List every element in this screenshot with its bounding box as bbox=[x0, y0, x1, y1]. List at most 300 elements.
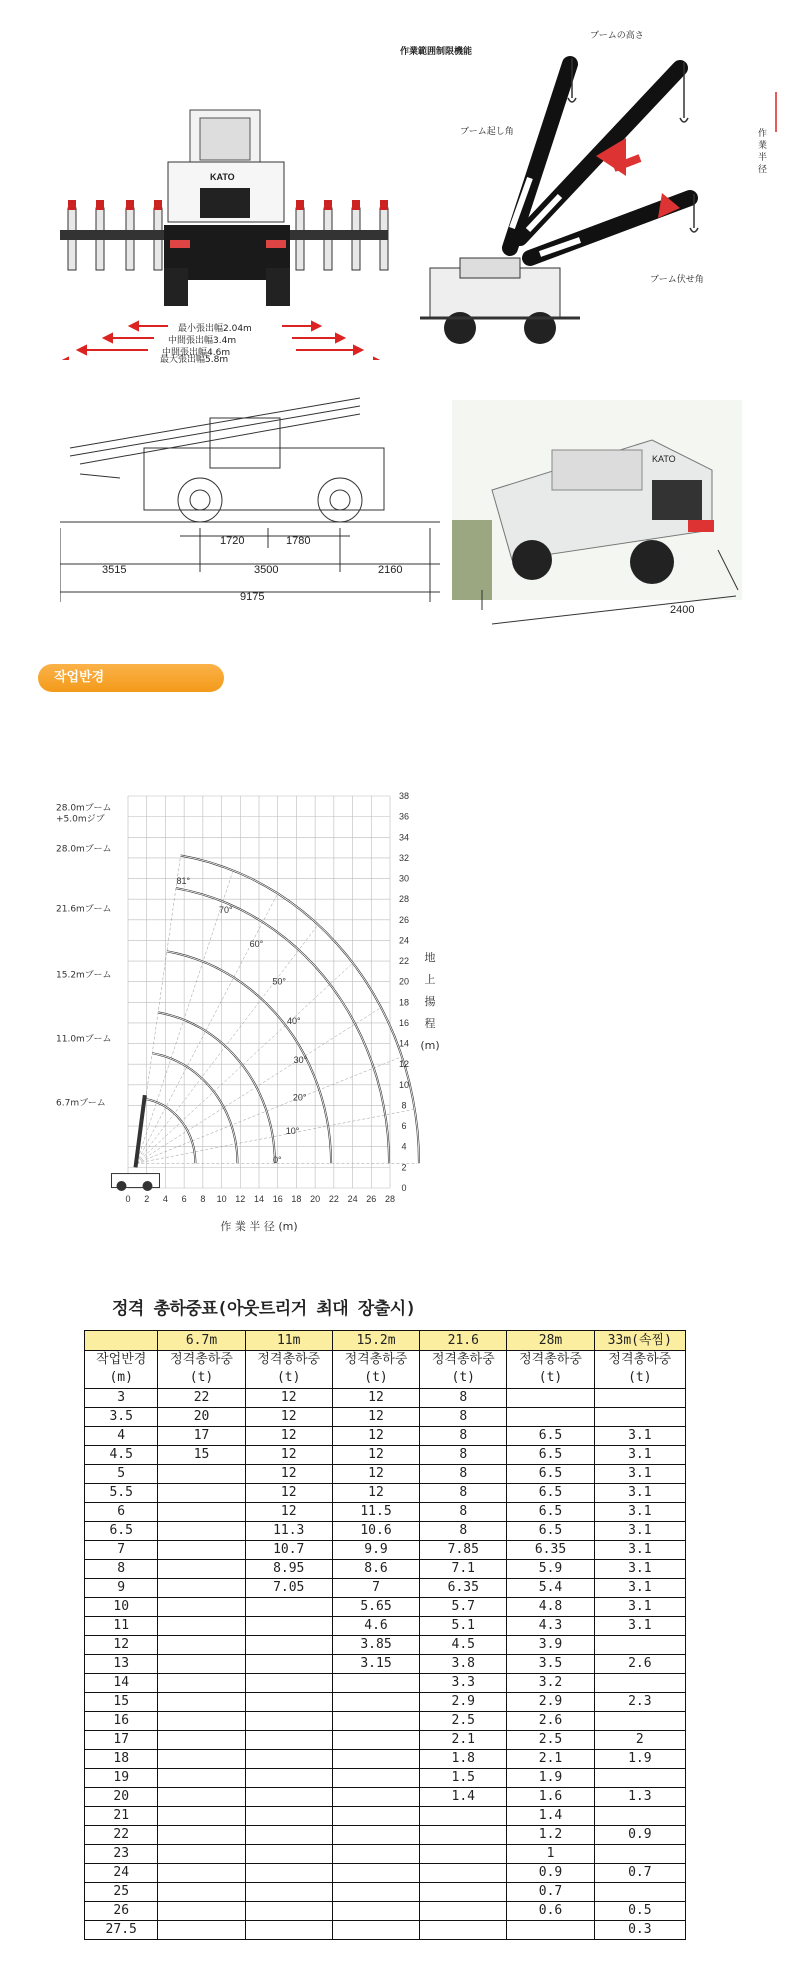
load-cell bbox=[594, 1845, 685, 1864]
angle-label: 60° bbox=[249, 939, 264, 950]
y-tick-label: 18 bbox=[398, 997, 410, 1008]
load-cell bbox=[245, 1750, 332, 1769]
boom-raise-angle-label: ブーム起し角 bbox=[460, 127, 514, 137]
radius-cell: 17 bbox=[85, 1731, 158, 1750]
y-tick-label: 2 bbox=[401, 1162, 407, 1173]
load-cell bbox=[594, 1807, 685, 1826]
load-cell: 3.1 bbox=[594, 1598, 685, 1617]
dim-3500: 3500 bbox=[254, 564, 279, 576]
load-cell bbox=[158, 1845, 245, 1864]
load-cell: 8.6 bbox=[332, 1560, 419, 1579]
load-cell: 1.4 bbox=[420, 1788, 507, 1807]
load-cell bbox=[245, 1731, 332, 1750]
x-tick-label: 0 bbox=[125, 1194, 131, 1204]
load-cell: 6.35 bbox=[507, 1541, 594, 1560]
x-axis-label: 作 業 半 径 (m) bbox=[220, 1220, 298, 1233]
radius-cell: 23 bbox=[85, 1845, 158, 1864]
x-tick-label: 2 bbox=[144, 1194, 150, 1204]
y-tick-label: 34 bbox=[398, 832, 410, 843]
load-cell bbox=[158, 1560, 245, 1579]
radius-cell: 16 bbox=[85, 1712, 158, 1731]
load-cell: 6.5 bbox=[507, 1503, 594, 1522]
load-cell: 3.1 bbox=[594, 1541, 685, 1560]
x-tick-label: 4 bbox=[162, 1194, 168, 1204]
load-cell bbox=[158, 1712, 245, 1731]
load-cell: 3.1 bbox=[594, 1522, 685, 1541]
load-cell: 0.5 bbox=[594, 1902, 685, 1921]
load-cell bbox=[158, 1579, 245, 1598]
svg-text:KATO: KATO bbox=[652, 454, 676, 464]
load-cell bbox=[158, 1674, 245, 1693]
table-row bbox=[85, 1579, 686, 1598]
load-cell bbox=[420, 1883, 507, 1902]
series-label: 21.6mブーム bbox=[56, 904, 112, 915]
load-cell bbox=[332, 1864, 419, 1883]
angle-label: 70° bbox=[218, 905, 233, 916]
load-cell bbox=[158, 1902, 245, 1921]
load-cell: 3.1 bbox=[594, 1484, 685, 1503]
load-cell bbox=[158, 1864, 245, 1883]
table-row bbox=[85, 1484, 686, 1503]
photo-dim-2400: 2400 bbox=[670, 604, 695, 616]
load-cell bbox=[245, 1845, 332, 1864]
load-cell bbox=[507, 1921, 594, 1940]
load-cell bbox=[158, 1617, 245, 1636]
load-cell: 12 bbox=[245, 1446, 332, 1465]
load-header-text: 정격총하중 bbox=[519, 1352, 582, 1367]
series-label: 6.7mブーム bbox=[56, 1098, 106, 1109]
load-cell bbox=[245, 1636, 332, 1655]
load-cell: 3.1 bbox=[594, 1503, 685, 1522]
table-row bbox=[85, 1845, 686, 1864]
series-label: 11.0mブーム bbox=[56, 1034, 112, 1045]
load-cell bbox=[594, 1674, 685, 1693]
outrigger-label: 最小張出幅2.04m bbox=[178, 324, 252, 334]
crane-photo bbox=[452, 400, 742, 630]
load-cell bbox=[158, 1522, 245, 1541]
load-cell bbox=[158, 1883, 245, 1902]
table-row bbox=[85, 1902, 686, 1921]
angle-label: 0° bbox=[273, 1155, 282, 1166]
load-cell: 0.7 bbox=[594, 1864, 685, 1883]
load-cell bbox=[420, 1826, 507, 1845]
table-row bbox=[85, 1408, 686, 1427]
boom-arc-5 bbox=[181, 856, 419, 1164]
dim-3515: 3515 bbox=[102, 564, 127, 576]
load-cell: 7 bbox=[332, 1579, 419, 1598]
load-cell bbox=[420, 1845, 507, 1864]
x-tick-label: 6 bbox=[181, 1194, 187, 1204]
load-cell bbox=[245, 1883, 332, 1902]
load-cell bbox=[332, 1807, 419, 1826]
table-row bbox=[85, 1864, 686, 1883]
load-header-text: (t) bbox=[451, 1370, 476, 1385]
table-row bbox=[85, 1541, 686, 1560]
load-header-text: (t) bbox=[364, 1370, 388, 1385]
load-cell: 3.1 bbox=[594, 1446, 685, 1465]
series-label-jib: +5.0mジブ bbox=[56, 814, 105, 825]
boom-header-3: 15.2m bbox=[332, 1331, 419, 1351]
load-cell bbox=[158, 1636, 245, 1655]
table-row bbox=[85, 1446, 686, 1465]
table-title: 정격 총하중표(아웃트리거 최대 장출시) bbox=[112, 1299, 416, 1319]
crane-icon-wheel bbox=[142, 1181, 152, 1191]
load-cell bbox=[332, 1693, 419, 1712]
radius-cell: 10 bbox=[85, 1598, 158, 1617]
load-cell: 8 bbox=[420, 1427, 507, 1446]
radius-cell: 4 bbox=[85, 1427, 158, 1446]
load-cell bbox=[594, 1712, 685, 1731]
load-cell bbox=[245, 1693, 332, 1712]
load-cell bbox=[245, 1864, 332, 1883]
x-tick-label: 28 bbox=[384, 1194, 396, 1204]
load-cell bbox=[594, 1408, 685, 1427]
table-subheader-row bbox=[85, 1351, 686, 1389]
boom-range-figure bbox=[400, 28, 780, 348]
radius-cell: 5 bbox=[85, 1465, 158, 1484]
load-cell: 10.7 bbox=[245, 1541, 332, 1560]
load-cell: 4.8 bbox=[507, 1598, 594, 1617]
angle-label: 30° bbox=[293, 1055, 308, 1066]
load-cell: 4.5 bbox=[420, 1636, 507, 1655]
working-range-chart bbox=[40, 722, 580, 1254]
x-tick-label: 26 bbox=[366, 1194, 377, 1204]
load-header-text: 정격총하중 bbox=[344, 1352, 408, 1367]
table-row bbox=[85, 1750, 686, 1769]
load-header-text: (t) bbox=[628, 1370, 652, 1385]
y-axis-label: 上 bbox=[424, 973, 436, 987]
table-row bbox=[85, 1921, 686, 1940]
load-cell bbox=[245, 1921, 332, 1940]
load-cell bbox=[158, 1826, 245, 1845]
table-row bbox=[85, 1636, 686, 1655]
load-cell: 12 bbox=[245, 1503, 332, 1522]
table-row bbox=[85, 1883, 686, 1902]
load-cell bbox=[245, 1826, 332, 1845]
table-row bbox=[85, 1826, 686, 1845]
load-cell: 11.5 bbox=[332, 1503, 419, 1522]
load-cell: 15 bbox=[158, 1446, 245, 1465]
load-cell: 12 bbox=[332, 1389, 419, 1408]
y-tick-label: 30 bbox=[398, 873, 410, 884]
table-row bbox=[85, 1465, 686, 1484]
load-cell bbox=[158, 1731, 245, 1750]
radius-cell: 22 bbox=[85, 1826, 158, 1845]
angle-label: 40° bbox=[286, 1015, 301, 1026]
x-tick-label: 18 bbox=[291, 1194, 302, 1204]
table-row bbox=[85, 1731, 686, 1750]
load-cell bbox=[332, 1826, 419, 1845]
load-cell: 3.2 bbox=[507, 1674, 594, 1693]
load-cell: 2.1 bbox=[507, 1750, 594, 1769]
load-cell: 5.9 bbox=[507, 1560, 594, 1579]
load-header-text: 정격총하중 bbox=[257, 1352, 321, 1367]
load-cell bbox=[158, 1484, 245, 1503]
load-cell: 12 bbox=[332, 1408, 419, 1427]
load-header-text: (t) bbox=[276, 1370, 301, 1385]
work-radius-label: 作業半径 bbox=[758, 129, 768, 175]
load-cell bbox=[332, 1921, 419, 1940]
load-cell bbox=[245, 1788, 332, 1807]
load-cell: 4.6 bbox=[332, 1617, 419, 1636]
load-cell bbox=[332, 1883, 419, 1902]
radius-cell: 21 bbox=[85, 1807, 158, 1826]
load-cell: 6.5 bbox=[507, 1427, 594, 1446]
load-cell: 2.5 bbox=[507, 1731, 594, 1750]
load-cell: 1.8 bbox=[420, 1750, 507, 1769]
load-cell bbox=[245, 1807, 332, 1826]
load-cell: 2.9 bbox=[420, 1693, 507, 1712]
boom-header-2: 11m bbox=[245, 1331, 332, 1351]
load-cell bbox=[420, 1807, 507, 1826]
angle-label: 50° bbox=[272, 976, 286, 987]
dim-2160: 2160 bbox=[378, 564, 403, 576]
table-row bbox=[85, 1674, 686, 1693]
radius-cell: 8 bbox=[85, 1560, 158, 1579]
y-tick-label: 4 bbox=[401, 1141, 407, 1152]
table-row bbox=[85, 1693, 686, 1712]
radius-cell: 6 bbox=[85, 1503, 158, 1522]
y-axis-label: 揚 bbox=[424, 995, 436, 1009]
load-chart-table bbox=[84, 1330, 686, 1940]
load-cell bbox=[594, 1636, 685, 1655]
y-axis-label: 程 bbox=[424, 1017, 436, 1031]
boom-range-drawing bbox=[400, 28, 780, 348]
table-row bbox=[85, 1655, 686, 1674]
load-cell bbox=[507, 1408, 594, 1427]
load-cell: 8 bbox=[420, 1389, 507, 1408]
radius-cell: 24 bbox=[85, 1864, 158, 1883]
load-cell bbox=[245, 1902, 332, 1921]
load-cell: 6.5 bbox=[507, 1484, 594, 1503]
radius-cell: 11 bbox=[85, 1617, 158, 1636]
load-cell: 4.3 bbox=[507, 1617, 594, 1636]
load-cell bbox=[245, 1617, 332, 1636]
radius-cell: 26 bbox=[85, 1902, 158, 1921]
load-cell bbox=[158, 1598, 245, 1617]
load-cell: 0.9 bbox=[594, 1826, 685, 1845]
load-cell bbox=[158, 1655, 245, 1674]
load-cell: 6.5 bbox=[507, 1522, 594, 1541]
load-cell bbox=[420, 1864, 507, 1883]
radius-cell: 15 bbox=[85, 1693, 158, 1712]
load-cell bbox=[158, 1503, 245, 1522]
load-cell: 20 bbox=[158, 1408, 245, 1427]
load-cell bbox=[245, 1598, 332, 1617]
load-cell: 2.9 bbox=[507, 1693, 594, 1712]
load-cell: 1 bbox=[507, 1845, 594, 1864]
load-cell: 2 bbox=[594, 1731, 685, 1750]
x-tick-label: 20 bbox=[310, 1194, 321, 1204]
boom-header-5: 28m bbox=[507, 1331, 594, 1351]
load-cell bbox=[158, 1465, 245, 1484]
load-cell: 3.9 bbox=[507, 1636, 594, 1655]
load-header-text: (t) bbox=[538, 1370, 563, 1385]
boom-height-label: ブームの高さ bbox=[590, 31, 644, 41]
y-tick-label: 26 bbox=[398, 914, 410, 925]
load-cell bbox=[332, 1902, 419, 1921]
load-header-text: 정격총하중 bbox=[431, 1352, 495, 1367]
y-tick-label: 0 bbox=[401, 1183, 407, 1193]
angle-ray bbox=[136, 895, 276, 1163]
radius-cell: 14 bbox=[85, 1674, 158, 1693]
load-cell: 3.3 bbox=[420, 1674, 507, 1693]
radius-header-text: (m) bbox=[109, 1370, 133, 1385]
section-pill: 작업반경 bbox=[38, 664, 224, 692]
load-cell: 3.1 bbox=[594, 1465, 685, 1484]
load-cell: 2.3 bbox=[594, 1693, 685, 1712]
table-row bbox=[85, 1389, 686, 1408]
y-tick-label: 8 bbox=[401, 1100, 407, 1111]
radius-cell: 20 bbox=[85, 1788, 158, 1807]
boom-header-0 bbox=[85, 1331, 158, 1351]
y-tick-label: 14 bbox=[398, 1038, 410, 1049]
load-cell: 8 bbox=[420, 1484, 507, 1503]
series-label: 15.2mブーム bbox=[56, 970, 112, 981]
boom-header-6: 33m(속찜) bbox=[594, 1331, 685, 1351]
load-cell bbox=[245, 1674, 332, 1693]
load-cell: 17 bbox=[158, 1427, 245, 1446]
outrigger-label: 中間張出幅3.4m bbox=[168, 336, 237, 346]
load-cell: 3.15 bbox=[332, 1655, 419, 1674]
load-cell: 3.5 bbox=[507, 1655, 594, 1674]
outrigger-label: 最大張出幅5.8m bbox=[160, 355, 229, 365]
load-cell bbox=[158, 1807, 245, 1826]
load-cell bbox=[332, 1750, 419, 1769]
radius-cell: 4.5 bbox=[85, 1446, 158, 1465]
series-label: 28.0mブーム bbox=[56, 803, 112, 814]
load-cell: 12 bbox=[245, 1465, 332, 1484]
radius-header-cell bbox=[85, 1351, 158, 1389]
load-cell: 7.05 bbox=[245, 1579, 332, 1598]
table-row bbox=[85, 1560, 686, 1579]
load-cell bbox=[245, 1712, 332, 1731]
y-axis-label: (m) bbox=[420, 1039, 440, 1053]
load-cell bbox=[158, 1788, 245, 1807]
load-cell bbox=[158, 1693, 245, 1712]
side-view-figure bbox=[60, 378, 440, 614]
load-cell: 12 bbox=[245, 1484, 332, 1503]
load-cell: 1.5 bbox=[420, 1769, 507, 1788]
angle-ray bbox=[136, 964, 351, 1166]
load-cell bbox=[158, 1750, 245, 1769]
load-cell: 3.8 bbox=[420, 1655, 507, 1674]
load-cell: 2.6 bbox=[594, 1655, 685, 1674]
radius-cell: 19 bbox=[85, 1769, 158, 1788]
table-row bbox=[85, 1522, 686, 1541]
boom-header-1: 6.7m bbox=[158, 1331, 245, 1351]
load-cell bbox=[594, 1769, 685, 1788]
load-cell: 6.5 bbox=[507, 1446, 594, 1465]
angle-ray bbox=[136, 1057, 400, 1166]
load-cell bbox=[332, 1845, 419, 1864]
radius-cell: 3 bbox=[85, 1389, 158, 1408]
y-tick-label: 20 bbox=[398, 976, 410, 987]
side-view-drawing bbox=[60, 378, 440, 614]
table-row bbox=[85, 1712, 686, 1731]
y-tick-label: 12 bbox=[398, 1059, 410, 1070]
y-tick-label: 36 bbox=[398, 811, 410, 822]
load-cell bbox=[158, 1769, 245, 1788]
angle-label: 10° bbox=[285, 1126, 300, 1137]
load-cell: 1.9 bbox=[594, 1750, 685, 1769]
x-tick-label: 10 bbox=[216, 1194, 227, 1204]
table-header-row bbox=[85, 1331, 686, 1351]
x-tick-label: 14 bbox=[253, 1194, 265, 1204]
load-cell: 22 bbox=[158, 1389, 245, 1408]
load-cell: 5.1 bbox=[420, 1617, 507, 1636]
x-tick-label: 12 bbox=[235, 1194, 246, 1204]
boom-header-4: 21.6 bbox=[420, 1331, 507, 1351]
load-cell: 2.1 bbox=[420, 1731, 507, 1750]
load-cell bbox=[245, 1769, 332, 1788]
load-cell: 1.4 bbox=[507, 1807, 594, 1826]
radius-cell: 7 bbox=[85, 1541, 158, 1560]
load-cell: 8 bbox=[420, 1465, 507, 1484]
load-cell: 11.3 bbox=[245, 1522, 332, 1541]
table-row bbox=[85, 1769, 686, 1788]
load-header-cell bbox=[594, 1351, 685, 1389]
radius-cell: 27.5 bbox=[85, 1921, 158, 1940]
radius-cell: 13 bbox=[85, 1655, 158, 1674]
y-tick-label: 16 bbox=[398, 1017, 410, 1028]
table-row bbox=[85, 1427, 686, 1446]
load-cell: 12 bbox=[245, 1389, 332, 1408]
angle-label: 81° bbox=[176, 876, 191, 887]
boom-range-title: 作業範囲制限機能 bbox=[400, 47, 473, 57]
rear-view-figure bbox=[60, 100, 390, 365]
angle-label: 20° bbox=[292, 1092, 307, 1103]
load-cell: 3.1 bbox=[594, 1560, 685, 1579]
radius-cell: 9 bbox=[85, 1579, 158, 1598]
angle-ray bbox=[136, 1009, 379, 1164]
load-cell bbox=[594, 1883, 685, 1902]
crane-photo-drawing bbox=[452, 400, 742, 630]
load-cell bbox=[245, 1655, 332, 1674]
y-tick-label: 22 bbox=[398, 956, 410, 967]
load-cell: 5.65 bbox=[332, 1598, 419, 1617]
load-cell: 7.1 bbox=[420, 1560, 507, 1579]
dim-1720: 1720 bbox=[220, 535, 245, 547]
boom-arc-inner-5 bbox=[181, 856, 419, 1164]
radius-cell: 12 bbox=[85, 1636, 158, 1655]
y-tick-label: 6 bbox=[401, 1121, 407, 1132]
load-header-text: (t) bbox=[189, 1370, 214, 1385]
boom-arc-2 bbox=[158, 1012, 275, 1163]
x-tick-label: 16 bbox=[272, 1194, 283, 1204]
load-header-cell bbox=[245, 1351, 332, 1389]
load-cell: 9.9 bbox=[332, 1541, 419, 1560]
load-cell: 3.85 bbox=[332, 1636, 419, 1655]
crane-icon-wheel bbox=[116, 1181, 126, 1191]
load-cell: 0.9 bbox=[507, 1864, 594, 1883]
load-cell: 0.7 bbox=[507, 1883, 594, 1902]
load-cell bbox=[158, 1921, 245, 1940]
load-cell: 0.6 bbox=[507, 1902, 594, 1921]
load-header-cell bbox=[332, 1351, 419, 1389]
radius-cell: 18 bbox=[85, 1750, 158, 1769]
load-cell: 1.3 bbox=[594, 1788, 685, 1807]
y-tick-label: 32 bbox=[398, 852, 410, 863]
outrigger-label: 中間張出幅4.6m bbox=[162, 348, 231, 358]
working-range-chart-svg bbox=[40, 722, 580, 1254]
x-tick-label: 8 bbox=[200, 1194, 206, 1204]
load-cell: 6.5 bbox=[507, 1465, 594, 1484]
series-label: 28.0mブーム bbox=[56, 844, 112, 855]
radius-header-text: 작업반경 bbox=[96, 1352, 147, 1367]
y-tick-label: 38 bbox=[398, 791, 410, 801]
load-header-cell bbox=[507, 1351, 594, 1389]
